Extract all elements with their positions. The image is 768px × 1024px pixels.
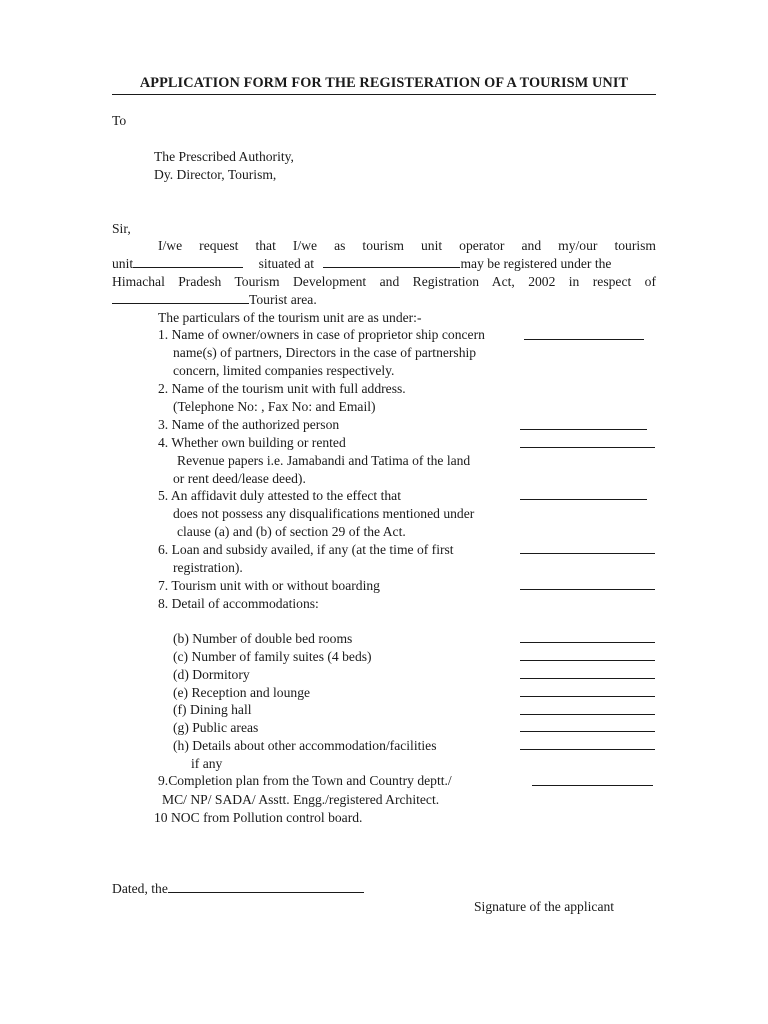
sub-item-e: (e) Reception and lounge — [173, 685, 311, 700]
sub-item-f: (f) Dining hall — [173, 702, 252, 717]
sub-item-c-blank[interactable] — [520, 660, 655, 661]
item-1-line-3: concern, limited companies respectively. — [173, 363, 395, 378]
particulars-heading: The particulars of the tourism unit are as under:- — [158, 310, 422, 325]
unit-label: unit — [112, 256, 134, 271]
sub-item-d: (d) Dormitory — [173, 667, 250, 682]
item-7: 7. Tourism unit with or without boarding — [158, 578, 380, 593]
dated-line — [112, 880, 364, 897]
item-6-line-1: 6. Loan and subsidy availed, if any (at the time of first — [158, 542, 454, 557]
item-9-line-1: 9.Completion plan from the Town and Country deptt./ — [158, 773, 452, 788]
item-7-blank[interactable] — [520, 589, 655, 590]
registered-label: may be registered under the — [460, 256, 612, 271]
addressee-line-1: The Prescribed Authority, — [154, 149, 294, 164]
situated-label: situated at — [258, 256, 315, 271]
item-5-line-2: does not possess any disqualifications mentioned under — [173, 506, 475, 521]
item-2-line-1: 2. Name of the tourism unit with full address. — [158, 381, 406, 396]
sub-item-e-blank[interactable] — [520, 696, 655, 697]
sub-item-b-blank[interactable] — [520, 642, 655, 643]
situated-blank[interactable] — [323, 255, 460, 268]
item-5-blank[interactable] — [520, 499, 647, 500]
sub-item-b: (b) Number of double bed rooms — [173, 631, 353, 646]
tourist-area-label: Tourist area. — [249, 292, 317, 307]
item-5-line-1: 5. An affidavit duly attested to the effect that — [158, 488, 401, 503]
body-line-2 — [112, 255, 656, 272]
item-4-blank[interactable] — [520, 447, 655, 448]
item-9-line-2: MC/ NP/ SADA/ Asstt. Engg./registered Architect. — [162, 792, 440, 807]
item-2-line-2: (Telephone No: , Fax No: and Email) — [173, 399, 376, 414]
item-10: 10 NOC from Pollution control board. — [154, 810, 363, 825]
item-4-line-1: 4. Whether own building or rented — [158, 435, 346, 450]
sub-item-f-blank[interactable] — [520, 714, 655, 715]
body-line-4 — [112, 291, 317, 308]
item-9-blank[interactable] — [532, 785, 653, 786]
sub-item-h: (h) Details about other accommodation/facilities — [173, 738, 437, 753]
item-6-blank[interactable] — [520, 553, 655, 554]
item-3-blank[interactable] — [520, 429, 647, 430]
sub-item-h-line-2: if any — [191, 756, 223, 771]
salutation: Sir, — [112, 221, 131, 236]
sub-item-g-blank[interactable] — [520, 731, 655, 732]
item-4-line-3: or rent deed/lease deed). — [173, 471, 306, 486]
body-line-3: Himachal Pradesh Tourism Development and Registration Act, 2002 in respect of — [112, 274, 656, 289]
signature-label: Signature of the applicant — [474, 899, 615, 914]
addressee-line-2: Dy. Director, Tourism, — [154, 167, 277, 182]
sub-item-h-blank[interactable] — [520, 749, 655, 750]
item-1-blank[interactable] — [524, 339, 644, 340]
to-label: To — [112, 113, 127, 128]
tourist-area-blank[interactable] — [112, 291, 249, 304]
item-6-line-2: registration). — [173, 560, 243, 575]
unit-blank[interactable] — [133, 255, 243, 268]
form-title: APPLICATION FORM FOR THE REGISTERATION OF A TOURISM UNIT — [112, 75, 656, 95]
item-1-line-1: 1. Name of owner/owners in case of proprietor ship concern — [158, 327, 485, 342]
item-8: 8. Detail of accommodations: — [158, 596, 319, 611]
date-blank[interactable] — [168, 880, 364, 893]
dated-label: Dated, the — [112, 881, 168, 896]
item-1-line-2: name(s) of partners, Directors in the case of partnership — [173, 345, 477, 360]
item-4-line-2: Revenue papers i.e. Jamabandi and Tatima of the land — [177, 453, 471, 468]
sub-item-c: (c) Number of family suites (4 beds) — [173, 649, 372, 664]
body-line-1 — [158, 237, 656, 254]
body-line-1-text: I/we request that I/we as tourism unit operator and my/our tourism — [158, 238, 656, 253]
item-3: 3. Name of the authorized person — [158, 417, 340, 432]
sub-item-d-blank[interactable] — [520, 678, 655, 679]
sub-item-g: (g) Public areas — [173, 720, 259, 735]
item-5-line-3: clause (a) and (b) of section 29 of the Act. — [177, 524, 406, 539]
